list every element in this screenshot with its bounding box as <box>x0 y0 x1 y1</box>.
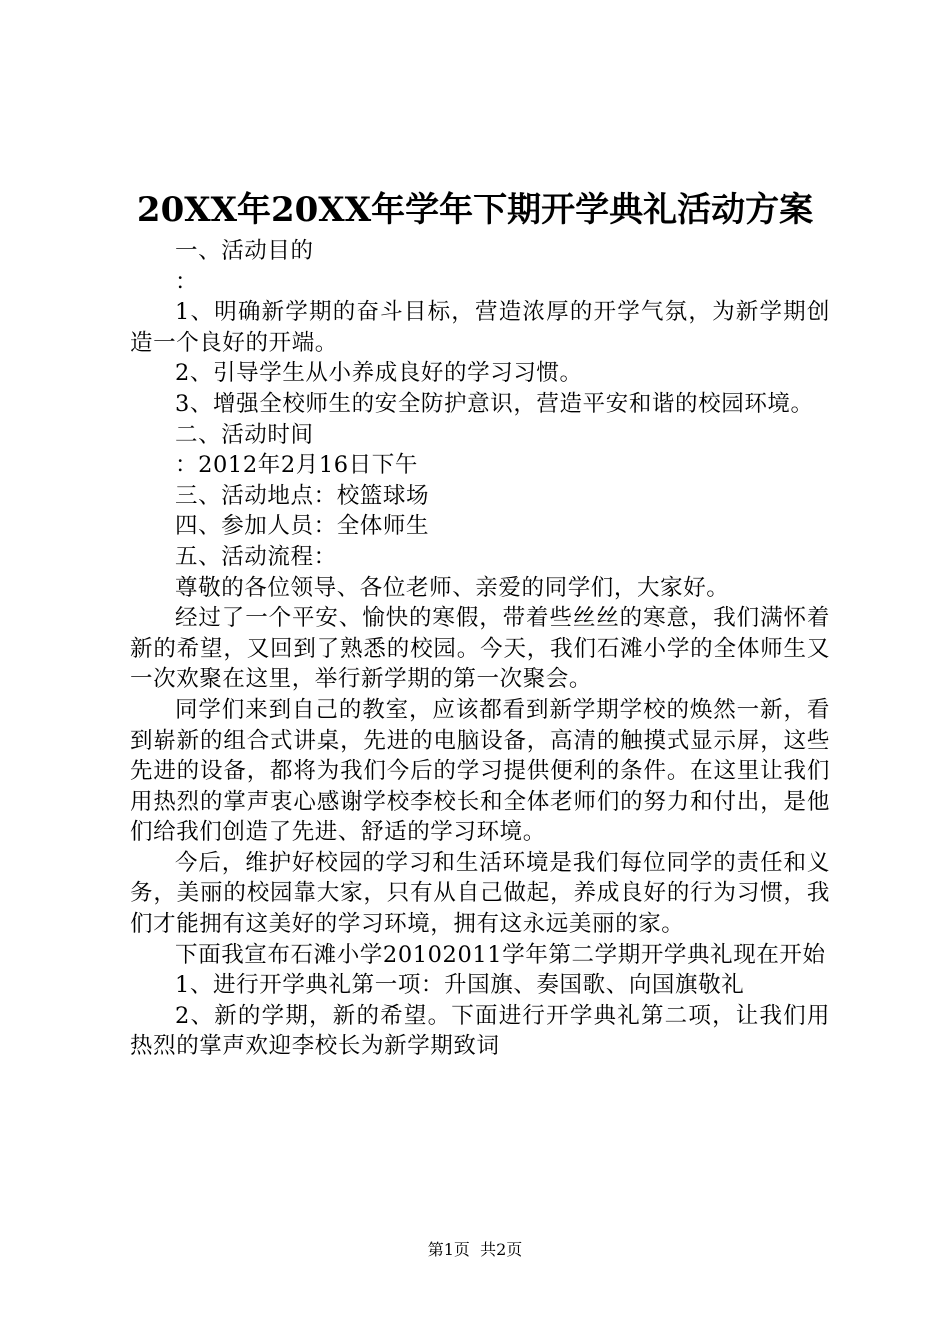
section-heading-process: 五、活动流程： <box>175 543 337 570</box>
purpose-item-2: 2、引导学生从小养成良好的学习习惯。 <box>175 360 583 387</box>
paragraph: ： <box>175 268 199 295</box>
ceremony-item-2: 2、新的学期，新的希望。下面进行开学典礼第二项，让我们用热烈的掌声欢迎李校长为新学期致词 <box>130 1002 830 1060</box>
document-title: 20XX年20XX年学年下期开学典礼活动方案 <box>136 190 814 230</box>
page-total: 共2页 <box>480 1240 523 1259</box>
speech-paragraph: 同学们来到自己的教室，应该都看到新学期学校的焕然一新，看到崭新的组合式讲桌，先进的电脑设备，高清的触摸式显示屏，这些先进的设备，都将为我们今后的学习提供便利的条件。在这里让我们用热烈的掌声衷心感谢学校李校长和全体老师们的努力和付出，是他们给我们创造了先进、舒适的学习环境。 <box>130 696 830 846</box>
footer-separator <box>470 1240 480 1259</box>
section-heading-purpose: 一、活动目的 <box>175 238 314 264</box>
announcement-paragraph: 下面我宣布石滩小学20102011学年第二学期开学典礼现在开始 <box>175 941 826 968</box>
purpose-item-3: 3、增强全校师生的安全防护意识，营造平安和谐的校园环境。 <box>175 390 814 417</box>
activity-time: ：2012年2月16日下午 <box>175 452 419 479</box>
ceremony-item-1: 1、进行开学典礼第一项：升国旗、奏国歌、向国旗敬礼 <box>175 972 745 999</box>
speech-paragraph: 经过了一个平安、愉快的寒假，带着些丝丝的寒意，我们满怀着新的希望，又回到了熟悉的校园。今天，我们石滩小学的全体师生又一次欢聚在这里，举行新学期的第一次聚会。 <box>130 605 830 693</box>
greeting-paragraph: 尊敬的各位领导、各位老师、亲爱的同学们，大家好。 <box>175 574 730 601</box>
page-number: 第1页 <box>427 1240 470 1259</box>
participants: 四、参加人员：全体师生 <box>175 513 430 540</box>
speech-paragraph: 今后，维护好校园的学习和生活环境是我们每位同学的责任和义务，美丽的校园靠大家，只有从自己做起，养成良好的行为习惯，我们才能拥有这美好的学习环境，拥有这永远美丽的家。 <box>130 849 830 938</box>
page-footer <box>0 1240 950 1260</box>
document-body <box>130 236 830 1062</box>
section-heading-time: 二、活动时间 <box>175 421 314 448</box>
purpose-item-1: 1、明确新学期的奋斗目标，营造浓厚的开学气氛，为新学期创造一个良好的开端。 <box>130 299 830 356</box>
activity-location: 三、活动地点：校篮球场 <box>175 482 430 509</box>
